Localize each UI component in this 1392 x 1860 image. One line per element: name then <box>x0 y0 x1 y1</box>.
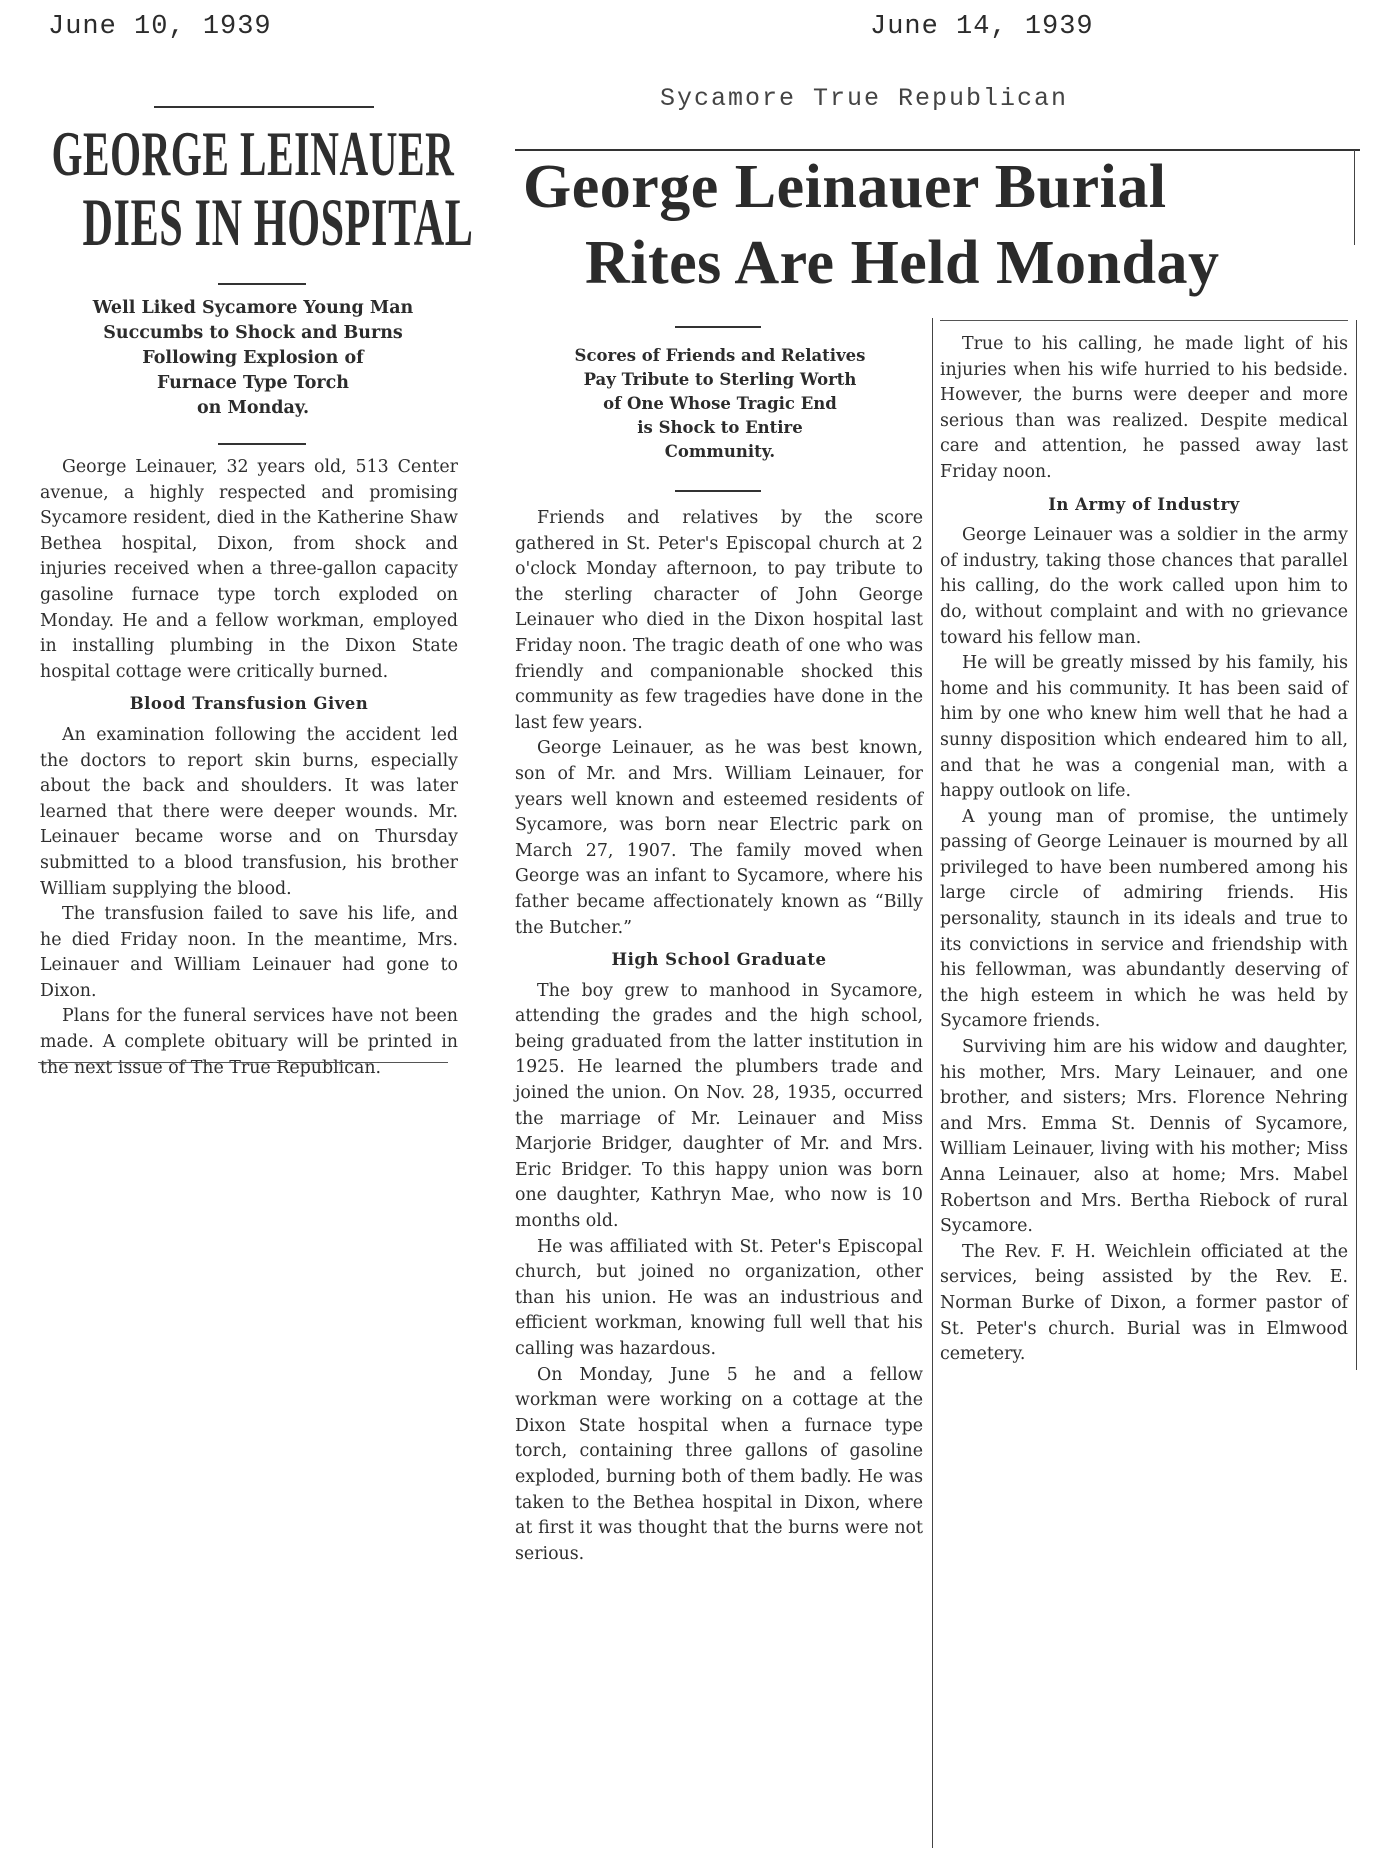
paragraph: An examination following the accident led the doctors to report skin burns, especially about the back and shoulders. It was later learned that there were deeper wounds. Mr. Leinauer became worse and on Thursday submitted to a blood transfusion, his brother William supplying the blood. <box>40 724 458 899</box>
deck-line: is Shock to Entire <box>637 418 803 437</box>
deck-line: Succumbs to Shock and Burns <box>103 323 403 343</box>
masthead-rule <box>515 149 1360 151</box>
headline-line-2: DIES IN HOSPITAL <box>82 184 474 260</box>
headline-divider <box>218 283 306 285</box>
border-right-top <box>1354 150 1355 245</box>
paragraph: A young man of promise, the untimely passing of George Leinauer is mourned by all privileged to have been numbered among his large circle of admiring friends. His personality, staunch in its ideals and true to its convictions in service and friendship with his fellowman, was abundantly deserving of the high esteem in which he was held by Sycamore friends. <box>940 806 1348 1032</box>
article-column-right <box>940 320 1350 1640</box>
paragraph: George Leinauer, 32 years old, 513 Center avenue, a highly respected and promising Sycamore resident, died in the Katherine Shaw Bethea hospital, Dixon, from shock and injuries received when a three-gallon capacity gasoline furnace type torch exploded on Monday. He and a fellow workman, employed in installing plumbing in the Dixon State hospital cottage were critically burned. <box>40 457 458 682</box>
article-body <box>40 455 458 1081</box>
paper-name: Sycamore True Republican <box>660 84 1069 113</box>
deck-line: of One Whose Tragic End <box>603 394 837 413</box>
border-right <box>1356 320 1357 1370</box>
top-rule <box>154 106 374 108</box>
deck-line: Scores of Friends and Relatives <box>574 346 866 365</box>
subhead-army-of-industry: In Army of Industry <box>1048 494 1240 514</box>
article-body-right <box>940 332 1348 1368</box>
deck-line: Well Liked Sycamore Young Man <box>92 298 414 318</box>
article-body-middle <box>515 506 923 1567</box>
paragraph: True to his calling, he made light of his injuries when his wife hurried to his bedside. However, the burns were deeper and more serious than was realized. Despite medical care and attention, he passed away last Friday noon. <box>940 334 1348 482</box>
paragraph: On Monday, June 5 he and a fellow workman were working on a cottage at the Dixon State hospital when a furnace type torch, containing three gallons of gasoline exploded, burning both of them badly. He was taken to the Bethea hospital in Dixon, where at first it was thought that the burns were not serious. <box>515 1364 923 1564</box>
paragraph: Friends and relatives by the score gathered in St. Peter's Episcopal church at 2 o'clock Monday afternoon, to pay tribute to the sterling character of John George Leinauer who died in the Dixon hospital last Friday noon. The tragic death of one who was friendly and companionable shocked this community as few tragedies have done in the last few years. <box>515 508 923 733</box>
paragraph: George Leinauer was a soldier in the army of industry, taking those chances that parallel his calling, do the work called upon him to do, without complaint and with no grievance toward his fellow man. <box>940 525 1348 648</box>
column-divider <box>932 318 933 1848</box>
subhead-high-school-graduate: High School Graduate <box>611 950 827 970</box>
headline-line-1: George Leinauer Burial <box>523 153 1167 221</box>
paragraph: The transfusion failed to save his life, and he died Friday noon. In the meantime, Mrs. Leinauer and William Leinauer had gone to Dixon. <box>40 904 458 1001</box>
deck-divider <box>218 443 306 445</box>
column-top-rule <box>940 320 1348 321</box>
headline-divider <box>675 326 761 328</box>
subhead-blood-transfusion: Blood Transfusion Given <box>129 694 369 714</box>
date-right: June 14, 1939 <box>870 12 1094 42</box>
deck-line: on Monday. <box>196 398 310 418</box>
headline-line-1: GEORGE LEINAUER <box>51 118 455 189</box>
paragraph: Surviving him are his widow and daughter, his mother, Mrs. Mary Leinauer, and one brother, and sisters; Mrs. Florence Nehring and Mrs. Emma St. Dennis of Sycamore, William Leinauer, living with his mother; Miss Anna Leinauer, also at home; Mrs. Mabel Robertson and Mrs. Bertha Riebock of rural Sycamore. <box>940 1037 1348 1237</box>
paragraph: The boy grew to manhood in Sycamore, attending the grades and the high school, being graduated from the latter institution in 1925. He learned the plumbers trade and joined the union. On Nov. 28, 1935, occurred the marriage of Mr. Leinauer and Miss Marjorie Bridger, daughter of Mr. and Mrs. Eric Bridger. To this happy union was born one daughter, Kathryn Mae, who now is 10 months old. <box>515 980 923 1232</box>
paragraph: The Rev. F. H. Weichlein officiated at the services, being assisted by the Rev. E. Norman Burke of Dixon, a former pastor of St. Peter's church. Burial was in Elmwood cemetery. <box>940 1241 1348 1365</box>
article-dies-in-hospital <box>38 100 474 1100</box>
deck-line: Pay Tribute to Sterling Worth <box>583 370 857 389</box>
article-end-rule <box>38 1062 448 1063</box>
deck-line: Community. <box>664 442 776 461</box>
headline-line-2: Rites Are Held Monday <box>585 229 1220 297</box>
date-left: June 10, 1939 <box>48 12 272 42</box>
paragraph: Plans for the funeral services have not been made. A complete obituary will be printed in the next issue of The True Republican. <box>40 1006 458 1078</box>
paragraph: He was affiliated with St. Peter's Episcopal church, but joined no organization, other than his union. He was an industrious and efficient workman, knowing full well that his calling was hazardous. <box>515 1236 923 1359</box>
deck <box>38 296 468 421</box>
deck <box>515 344 925 464</box>
paragraph: George Leinauer, as he was best known, son of Mr. and Mrs. William Leinauer, for years well known and esteemed residents of Sycamore, was born near Electric park on March 27, 1907. The family moved when George was an infant to Sycamore, where his father became affectionately known as “Billy the Butcher.” <box>515 738 923 938</box>
deck-line: Following Explosion of <box>142 348 364 368</box>
deck-divider <box>675 490 761 492</box>
deck-line: Furnace Type Torch <box>156 373 350 393</box>
paragraph: He will be greatly missed by his family, his home and his community. It has been said of him by one who knew him well that he had a sunny disposition which endeared him to all, and that he was a congenial man, with a happy outlook on life. <box>940 653 1348 802</box>
article-column-middle <box>515 320 925 1860</box>
